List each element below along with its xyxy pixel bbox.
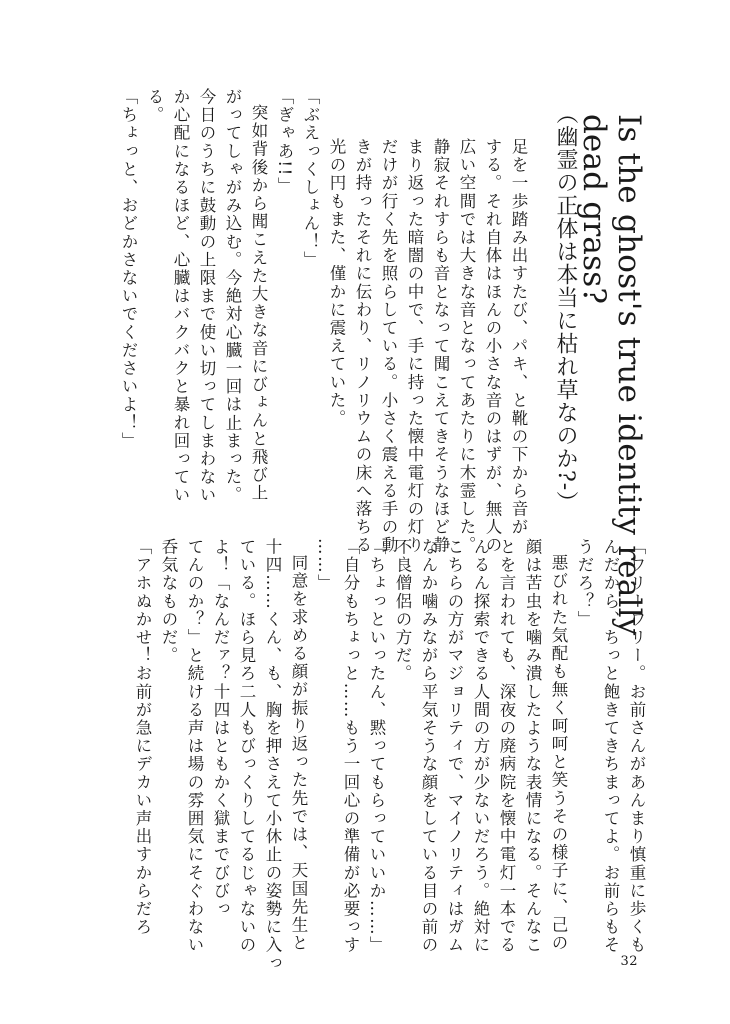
bottom-line-13: ……」 <box>315 538 334 593</box>
bottom-line-14: 同意を求める顔が振り返った先では、天国先生と <box>289 554 308 953</box>
bottom-line-16: ている。ほら見ろ二人もびっくりしてるじゃないの <box>237 538 256 955</box>
top-line-1: 足を一歩踏み出すたび、パキ、と靴の下から音が <box>509 138 528 537</box>
bottom-line-1: 「ワリーワリー。お前さんがあんまり慎重に歩くも <box>627 538 646 955</box>
top-line-8: 光の円もまた、僅かに震えていた。 <box>327 138 346 428</box>
top-line-12: がってしゃがみ込む。今絶対心臓一回は止まった。 <box>223 88 242 505</box>
bottom-line-15: 十四……くん、も、胸を押さえて小休止の姿勢に入っ <box>263 538 282 973</box>
bottom-line-10: 不良僧侶の方だ。 <box>393 538 412 683</box>
bottom-line-3: うだろ？」 <box>575 538 594 629</box>
bottom-line-17: よ！「なんだァ？十四はともかく獄までびびっ <box>211 538 230 919</box>
bottom-line-2: んだから、ちっと飽きてきちまってよ。お前らもそ <box>601 538 620 955</box>
top-line-15: る。 <box>145 88 164 125</box>
top-line-6: だけが行く先を照らしている。小さく震える手の動 <box>379 138 398 555</box>
top-line-10: 「ぎゃあ!!」 <box>275 88 294 195</box>
bottom-line-7: んるん探索できる人間の方が少ないだろう。絶対に <box>471 538 490 955</box>
top-line-3: 広い空間では大きな音となってあたりに木霊した。 <box>457 138 476 555</box>
title-japanese-subtitle: （幽霊の正体は本当に枯れ草なのか?‐） <box>553 102 578 515</box>
title-english-line1: Is the ghost's true identity really <box>611 114 647 636</box>
top-line-11: 突如背後から聞こえた大きな音にびょんと飛び上 <box>249 104 268 503</box>
top-line-7: きが持ったそれに伝わり、リノリウムの床へ落ちる <box>353 138 372 555</box>
top-line-13: 今日のうちに鼓動の上限まで使い切ってしまわない <box>197 88 216 505</box>
top-line-9: 「ぶえっくしょん！」 <box>301 88 320 269</box>
bottom-line-12: 「自分もちょっと……もう一回心の準備が必要っす <box>341 538 360 955</box>
top-line-16: 「ちょっと、おどかさないでくださいよ！」 <box>119 88 138 450</box>
top-line-5: まり返った暗闇の中で、手に持った懐中電灯の灯り <box>405 138 424 555</box>
top-line-4: 静寂それすらも音となって聞こえてきそうなほど静 <box>431 138 450 555</box>
page-number: 32 <box>620 954 638 969</box>
title-english-line2: dead grass? <box>576 114 612 305</box>
bottom-line-18: てんのか？」と続ける声は場の雰囲気にそぐわない <box>185 538 204 955</box>
bottom-line-6: とを言われても、深夜の廃病院を懐中電灯一本でる <box>497 538 516 955</box>
bottom-line-19: 呑気なものだ。 <box>159 538 178 665</box>
bottom-line-4: 悪びれた気配も無く呵呵と笑うその様子に、己の <box>549 554 568 953</box>
bottom-line-11: 「ちょっといったん、黙ってもらっていいか……」 <box>367 538 386 955</box>
bottom-line-9: なんか噛みながら平気そうな顔をしている目の前の <box>419 538 438 955</box>
bottom-line-8: こちらの方がマジョリティで、マイノリティはガム <box>445 538 464 955</box>
bottom-line-5: 顔は苦虫を噛み潰したような表情になる。そんなこ <box>523 538 542 955</box>
bottom-line-20: 「アホぬかせ！お前が急にデカい声出すからだろ <box>133 538 152 937</box>
top-line-2: する。それ自体はほんの小さな音のはずが、無人の <box>483 138 502 555</box>
top-line-14: か心配になるほど、心臓はバクバクと暴れ回ってい <box>171 88 190 505</box>
